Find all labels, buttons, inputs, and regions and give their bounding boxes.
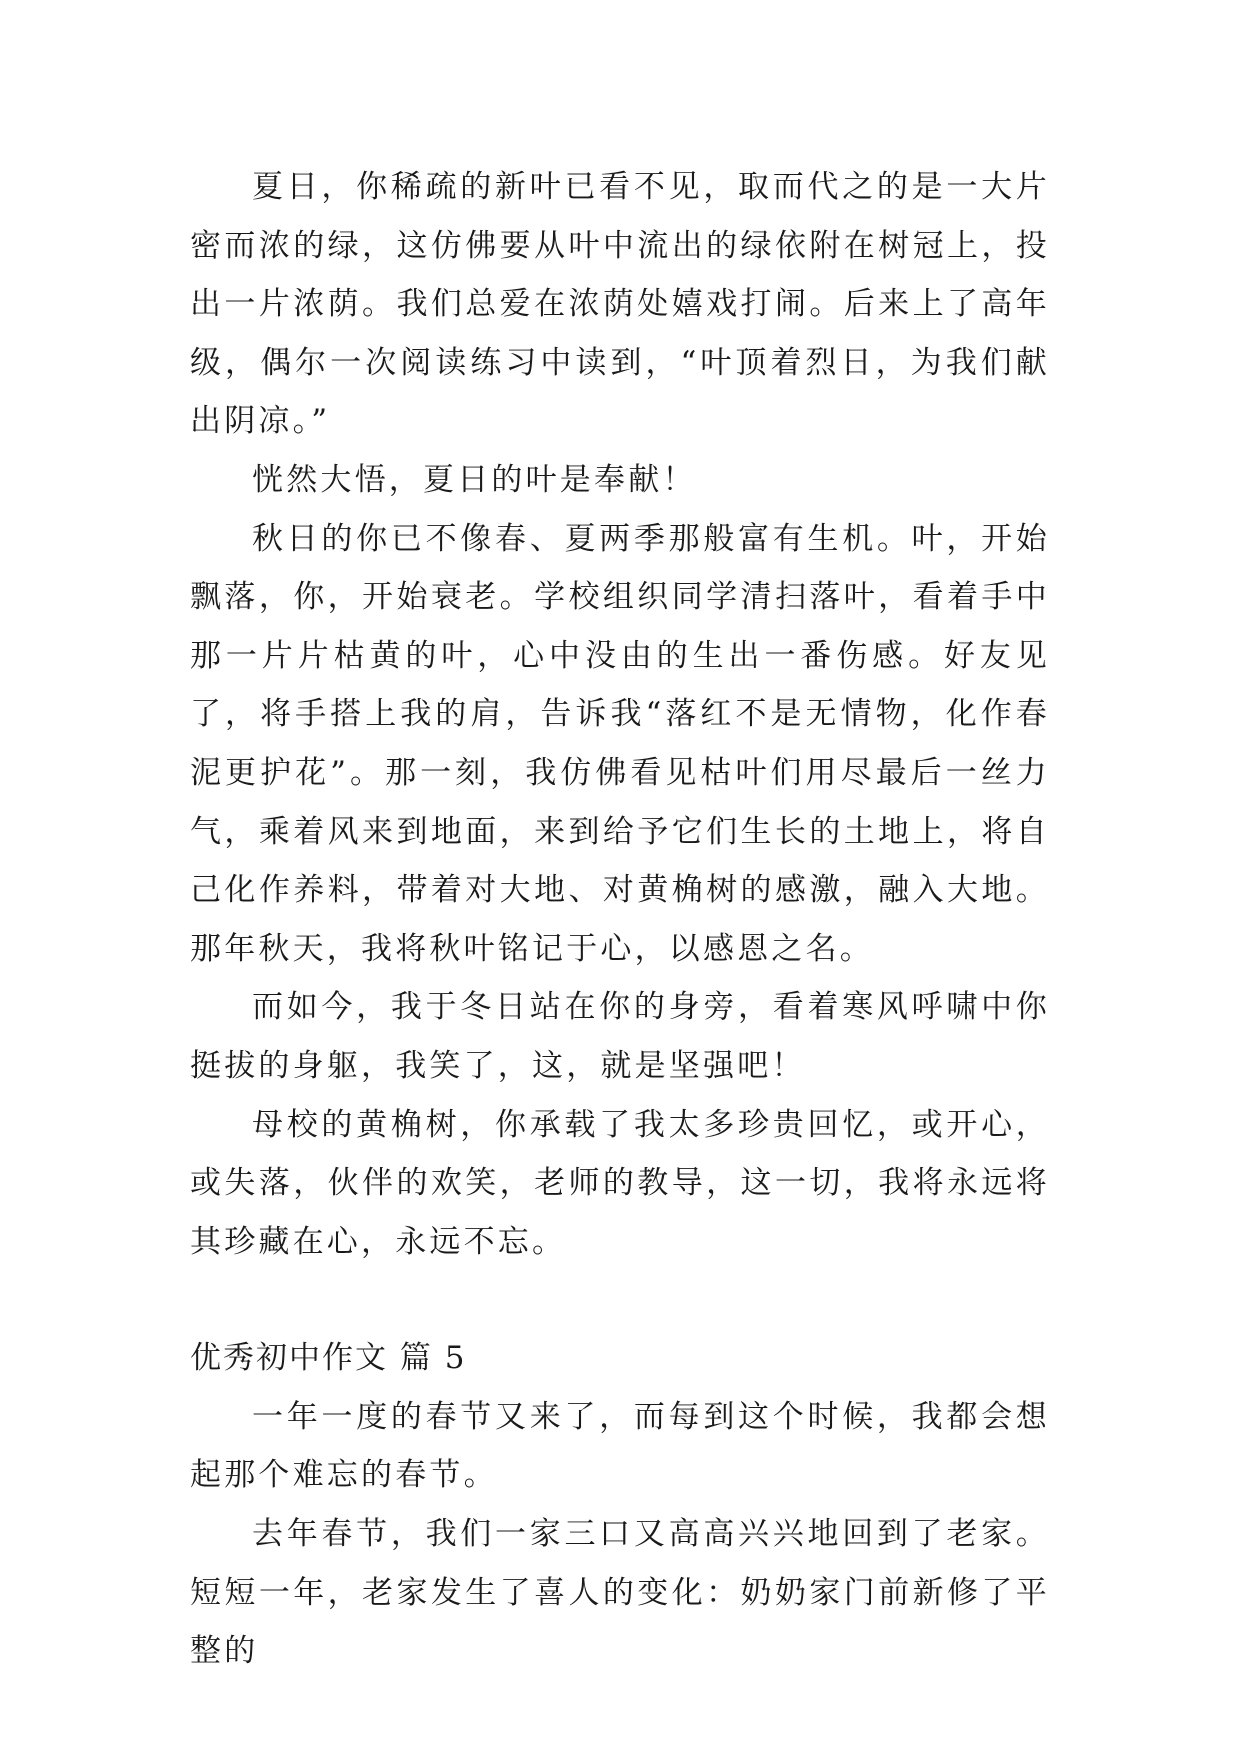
paragraph-autumn: 秋日的你已不像春、夏两季那般富有生机。叶，开始飘落，你，开始衰老。学校组织同学清扫落叶，看着手中那一片片枯黄的叶，心中没由的生出一番伤感。好友见了，将手搭上我的肩，告诉我“落红不是无情物，化作春泥更护花”。那一刻，我仿佛看见枯叶们用尽最后一丝力气，乘着风来到地面，来到给予它们生长的土地上，将自己化作养料，带着对大地、对黄桷树的感激，融入大地。那年秋天，我将秋叶铭记于心，以感恩之名。 <box>190 520 1050 967</box>
paragraph-summer: 夏日，你稀疏的新叶已看不见，取而代之的是一大片密而浓的绿，这仿佛要从叶中流出的绿依附在树冠上，投出一片浓荫。我们总爱在浓荫处嬉戏打闹。后来上了高年级，偶尔一次阅读练习中读到，“叶顶着烈日，为我们献出阴凉。” <box>190 169 1050 440</box>
paragraph-winter: 而如今，我于冬日站在你的身旁，看着寒风呼啸中你挺拔的身躯，我笑了，这，就是坚强吧！ <box>190 989 1050 1084</box>
paragraph-realization: 恍然大悟，夏日的叶是奉献！ <box>252 461 697 498</box>
paragraph-spring-festival-intro: 一年一度的春节又来了，而每到这个时候，我都会想起那个难忘的春节。 <box>190 1398 1050 1494</box>
paragraph-spring-festival-story: 去年春节，我们一家三口又高高兴兴地回到了老家。短短一年，老家发生了喜人的变化：奶奶家门前新修了平整的 <box>190 1516 1050 1670</box>
section-heading: 优秀初中作文 篇 5 <box>190 1340 467 1377</box>
document-page <box>190 158 1050 1681</box>
paragraph-conclusion: 母校的黄桷树，你承载了我太多珍贵回忆，或开心，或失落，伙伴的欢笑，老师的教导，这一切，我将永远将其珍藏在心，永远不忘。 <box>190 1106 1050 1260</box>
